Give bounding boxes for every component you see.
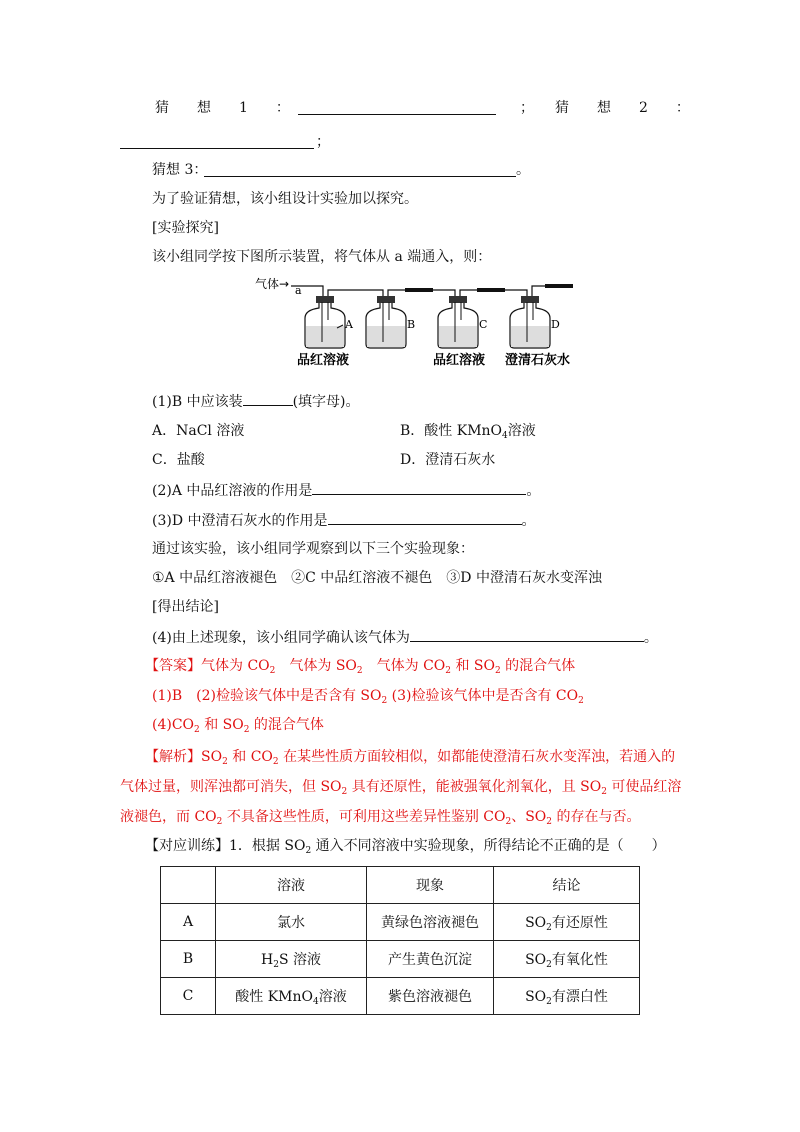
q4-prefix: (4)由上述现象，该小组同学确认该气体为 [152,630,410,646]
question-1 [0,391,800,412]
answer-line-3: $(4)CO_2$ 和 $SO_2$ 的混合气体 [152,717,324,735]
setup-text: 该小组同学按下图所示装置，将气体从 a 端通入，则： [152,249,492,265]
solution-cell: 氯水 [216,904,367,941]
bottle-a [305,296,354,348]
table-header-row [161,867,640,904]
apparatus-diagram [255,272,585,367]
table-header-cell: 结论 [494,867,640,904]
phenomenon-cell: 黄绿色溶液褪色 [367,904,494,941]
table-row [161,904,640,941]
row-label: B [161,941,216,978]
caption-d: 澄清石灰水 [505,353,571,367]
q1-suffix: (填字母)。 [292,394,360,410]
analysis-line-2: 气体过量，则浑浊都可消失，但 $SO_2$ 具有还原性，能被强氧化剂氧化，且 $SO_2$ 可使品红溶 [120,779,682,797]
table-header-cell: 现象 [367,867,494,904]
phenomenon-cell: 紫色溶液褪色 [367,978,494,1015]
table-row [161,978,640,1015]
answer-line-2: (1)B (2)检验该气体中是否含有 $SO_2$ (3)检验该气体中是否含有 $CO_2$ [152,688,584,706]
q2-suffix: 。 [526,483,541,499]
q3-blank[interactable] [328,510,522,525]
solution-cell: 酸性 KMnO$_4$溶液 [216,978,367,1015]
guess-1-blank[interactable] [298,100,496,115]
q3-suffix: 。 [521,513,536,529]
conclusion-cell: $SO_2$有漂白性 [494,978,640,1015]
option-a: A．NaCl 溶液 [152,423,245,439]
guess-3-blank[interactable] [204,162,516,177]
bottle-label-a: A [345,318,353,331]
question-2 [0,480,800,501]
guess-3-end: 。 [516,162,530,178]
answer-line-1: 【答案】气体为 $CO_2$ 气体为 $SO_2$ 气体为 $CO_2$ 和 $SO_2$ 的混合气体 [145,658,576,676]
q1-blank[interactable] [243,391,293,406]
question-4 [0,627,800,648]
section-conclusion: [得出结论] [152,599,219,615]
analysis-line-3: 液褪色，而 $CO_2$ 不具备这些性质，可利用这些差异性鉴别 $CO_2$、$SO_2$ 的存在与否。 [120,809,641,827]
bottle-label-d: D [551,318,560,331]
caption-a: 品红溶液 [297,353,350,367]
guess-2-blank[interactable] [120,134,314,149]
caption-c: 品红溶液 [433,353,486,367]
analysis-tag: 【解析】 [145,749,201,765]
exercise-line: 【对应训练】1．根据 $SO_2$ 通入不同溶液中实验现象，所得结论不正确的是（ ） [145,838,666,856]
q1-prefix: (1)B 中应该装 [152,394,243,410]
phenomenon-cell: 产生黄色沉淀 [367,941,494,978]
guess-3-label: 猜想 3： [152,162,208,178]
conclusion-cell: $SO_2$有氧化性 [494,941,640,978]
intro-text: 为了验证猜想，该小组设计实验加以探究。 [152,191,418,207]
bottle-b [366,296,415,348]
row-label: A [161,904,216,941]
option-c: C．盐酸 [152,452,205,468]
option-b: B．酸性 KMnO$_4$溶液 [400,423,536,441]
observe-intro: 通过该实验，该小组同学观察到以下三个实验现象： [152,541,474,557]
gas-label: 气体→ [255,277,290,291]
exercise-table [160,866,640,1015]
table-header-cell [161,867,216,904]
conclusion-cell: $SO_2$有还原性 [494,904,640,941]
solution-cell: $H_2S$ 溶液 [216,941,367,978]
q2-blank[interactable] [312,480,526,495]
guess-1-label: 猜 想 1 ： [155,100,290,116]
question-3 [0,510,800,531]
observations: ①A 中品红溶液褪色 ②C 中品红溶液不褪色 ③D 中澄清石灰水变浑浊 [152,570,602,586]
inlet-label: a [295,284,302,297]
q3-prefix: (3)D 中澄清石灰水的作用是 [152,513,328,529]
section-experiment: [实验探究] [152,220,219,236]
table-row [161,941,640,978]
row-label: C [161,978,216,1015]
bottle-d [510,296,560,348]
bottle-label-b: B [407,318,416,331]
option-d: D．澄清石灰水 [400,452,496,468]
exercise-tag: 【对应训练】 [145,838,229,854]
q4-suffix: 。 [643,630,658,646]
table-header-cell: 溶液 [216,867,367,904]
guess-2-label: ； 猜 想 2 ： [520,100,690,116]
bottle-c [438,296,487,348]
answer-tag: 【答案】 [145,658,201,674]
q4-blank[interactable] [410,627,644,642]
analysis-line-1: 【解析】$SO_2$ 和 $CO_2$ 在某些性质方面较相似，如都能使澄清石灰水变浑浊，若通入的 [145,749,676,767]
bottle-label-c: C [479,318,488,331]
q2-prefix: (2)A 中品红溶液的作用是 [152,483,313,499]
guess-2-end: ； [316,134,330,150]
